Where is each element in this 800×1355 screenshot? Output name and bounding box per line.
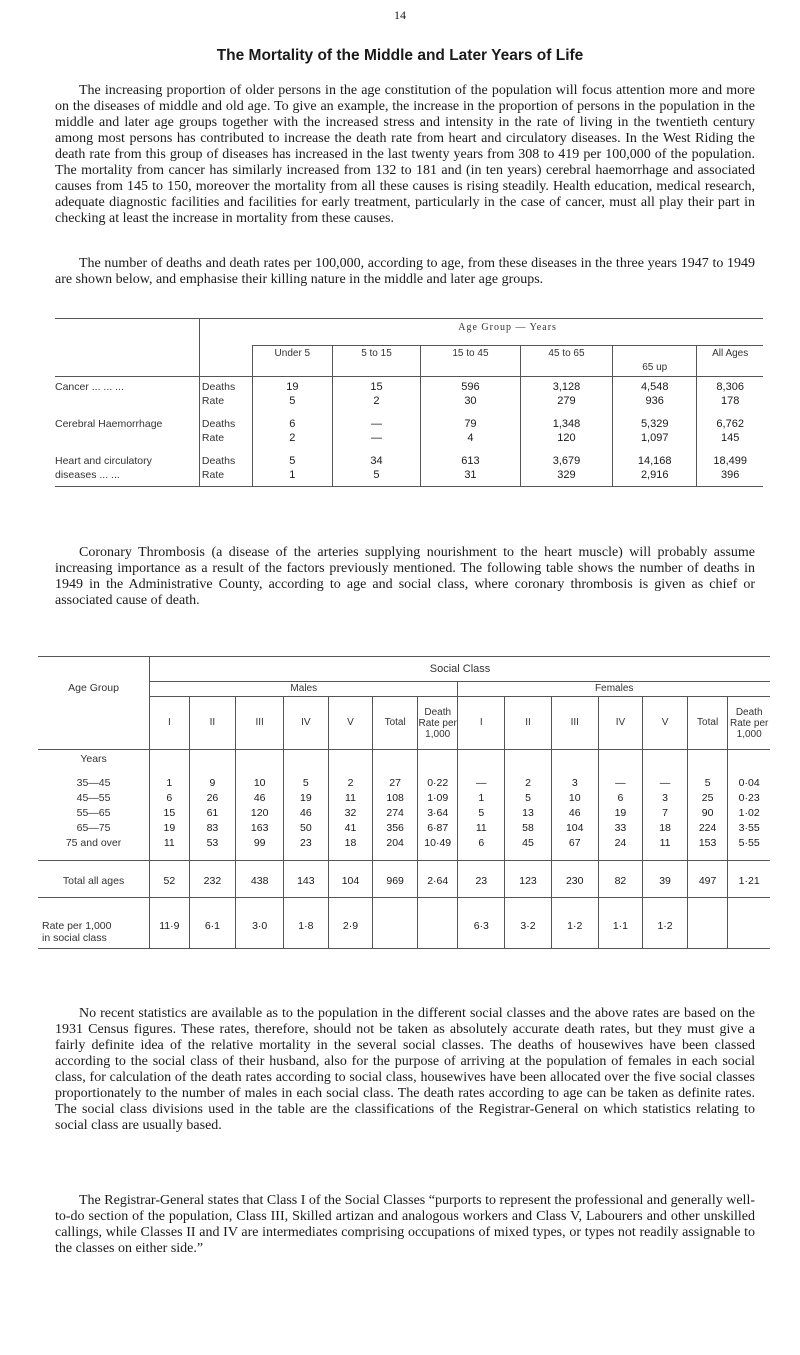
table1-cell: 18,499 <box>697 446 763 469</box>
table1-cell: 5 <box>252 395 332 409</box>
table2-row <box>38 769 770 792</box>
table2-cell: 33 <box>598 822 643 837</box>
table1-cell: 329 <box>520 469 612 487</box>
table2-cell: 9 <box>189 769 236 792</box>
paragraph-coronary: Coronary Thrombosis (a disease of the arteries supplying nourishment to the heart muscle) will probably assume increasing importance as a result of the factors previously mentioned. The following table shows the number of deaths in 1949 in the Administrative County, according to age and social class, where coronary thrombosis is given as chief or associated cause of death. <box>55 545 755 608</box>
table2-cell: 224 <box>687 822 727 837</box>
table2-cell: 153 <box>687 837 727 861</box>
table1-cell: 120 <box>520 432 612 446</box>
row-metric: Deaths <box>199 446 252 469</box>
table2-cell: 7 <box>643 807 688 822</box>
table2-cell <box>728 898 770 949</box>
rate-row <box>38 898 770 949</box>
table2-cell <box>417 898 457 949</box>
row-label <box>55 395 199 409</box>
col-65-up: 65 up <box>613 346 697 377</box>
table2-cell: 24 <box>598 837 643 861</box>
years-row <box>38 750 770 770</box>
table2-cell: 356 <box>373 822 418 837</box>
female-col-header: Death Rate per 1,000 <box>728 697 770 750</box>
table2-cell: 0·22 <box>417 769 457 792</box>
table2-cell <box>328 750 373 770</box>
table2-cell <box>284 750 329 770</box>
table2-cell <box>687 898 727 949</box>
total-row <box>38 861 770 898</box>
male-col-header: Death Rate per 1,000 <box>417 697 457 750</box>
table2-cell: 1·2 <box>643 898 688 949</box>
table2-cell: 5 <box>458 807 505 822</box>
table2-cell: 15 <box>150 807 189 822</box>
row-metric: Rate <box>199 469 252 487</box>
table2-cell: 18 <box>328 837 373 861</box>
table2-cell: 25 <box>687 792 727 807</box>
table2-cell: 5 <box>284 769 329 792</box>
col-15-to-45: 15 to 45 <box>420 346 520 377</box>
table2-cell: 230 <box>551 861 598 898</box>
table2-cell: 23 <box>284 837 329 861</box>
table2-cell: 5 <box>687 769 727 792</box>
table1-cell: 596 <box>420 377 520 396</box>
table2-cell: 1·8 <box>284 898 329 949</box>
table2-cell: 11 <box>328 792 373 807</box>
table2-cell: 90 <box>687 807 727 822</box>
table2-cell: 1·1 <box>598 898 643 949</box>
table2-cell: 53 <box>189 837 236 861</box>
table2-cell: 6·1 <box>189 898 236 949</box>
table1-cell: — <box>332 409 420 432</box>
female-col-header: Total <box>687 697 727 750</box>
female-col-header: IV <box>598 697 643 750</box>
table1-row <box>55 395 763 409</box>
rate-label: Rate per 1,000 <box>42 920 112 932</box>
table2-cell: 497 <box>687 861 727 898</box>
table2-cell: 19 <box>284 792 329 807</box>
table2-cell: 83 <box>189 822 236 837</box>
coronary-thrombosis-table <box>38 656 770 949</box>
age-group-mortality-table <box>55 318 763 487</box>
table2-cell: 58 <box>505 822 552 837</box>
table2-cell: 11·9 <box>150 898 189 949</box>
paragraph-registrar-general: The Registrar-General states that Class I of the Social Classes “purports to represent the professional and generally well-to-do section of the population, Class III, Skilled artizan and analogous workers and Class V, Labourers and other unskilled callings, while Classes II and IV are intermediates comprising occupations of mixed types, or types not readily assignable to the classes on either side.” <box>55 1193 755 1256</box>
table2-cell: 13 <box>505 807 552 822</box>
table2-row <box>38 792 770 807</box>
males-header: Males <box>150 682 458 697</box>
table2-cell: 3·55 <box>728 822 770 837</box>
table2-cell <box>505 750 552 770</box>
table2-cell <box>189 750 236 770</box>
female-col-header: III <box>551 697 598 750</box>
table2-cell: 108 <box>373 792 418 807</box>
table2-cell: 274 <box>373 807 418 822</box>
row-label: Cancer ... ... ... <box>55 381 124 393</box>
table1-cell: 5,329 <box>613 409 697 432</box>
male-col-header: I <box>150 697 189 750</box>
table2-cell <box>728 750 770 770</box>
table2-cell <box>373 898 418 949</box>
table2-cell: 99 <box>236 837 284 861</box>
table1-cell: 2 <box>332 395 420 409</box>
table2-cell: 32 <box>328 807 373 822</box>
paragraph-intro: The increasing proportion of older persons in the age constitution of the population will focus attention more and more on the diseases of middle and old age. To give an example, the increase in the proportion of persons in the population in the middle and later age groups together with the increased stress and intensity in the rate of living in the twentieth century among most persons has contributed to increase the death rate from heart and circulatory diseases. In the West Riding the death rate from this group of diseases has increased in the last twenty years from 308 to 419 per 100,000 of the population. The mortality from cancer has similarly increased from 132 to 181 and (in ten years) cerebral haemorrhage and associated causes from 145 to 150, moreover the mortality from all these causes is rising steadily. Health education, medical research, adequate diagnostic facilities and facilities for early treatment, particularly in the case of cancer, must all play their part in checking at least the increase in mortality from these causes. <box>55 83 755 226</box>
table2-cell: 11 <box>643 837 688 861</box>
table2-cell <box>687 750 727 770</box>
male-col-header: II <box>189 697 236 750</box>
table2-cell <box>643 750 688 770</box>
age-header: Age Group <box>68 681 119 694</box>
table2-cell <box>551 750 598 770</box>
table1-cell: 145 <box>697 432 763 446</box>
table2-cell: 6·87 <box>417 822 457 837</box>
col-5-to-15: 5 to 15 <box>332 346 420 377</box>
age-label: Total all ages <box>38 861 150 898</box>
table2-cell: 5·55 <box>728 837 770 861</box>
table1-cell: 79 <box>420 409 520 432</box>
table2-cell: 163 <box>236 822 284 837</box>
table2-cell: 19 <box>150 822 189 837</box>
page-number: 14 <box>394 8 406 22</box>
females-header: Females <box>458 682 770 697</box>
col-under-5: Under 5 <box>252 346 332 377</box>
table2-cell: 123 <box>505 861 552 898</box>
table2-cell <box>417 750 457 770</box>
table2-cell: 61 <box>189 807 236 822</box>
table2-cell: 52 <box>150 861 189 898</box>
age-label <box>38 898 150 949</box>
table2-cell: 969 <box>373 861 418 898</box>
table2-cell: 143 <box>284 861 329 898</box>
table2-cell <box>598 750 643 770</box>
table2-cell: 1·21 <box>728 861 770 898</box>
table1-cell: 31 <box>420 469 520 487</box>
table2-cell: 18 <box>643 822 688 837</box>
table2-cell: 82 <box>598 861 643 898</box>
table2-cell: 6 <box>598 792 643 807</box>
table1-cell: 6 <box>252 409 332 432</box>
table2-cell: 232 <box>189 861 236 898</box>
table2-row <box>38 807 770 822</box>
rate-label: in social class <box>42 932 107 944</box>
table1-row <box>55 446 763 469</box>
table2-cell: 45 <box>505 837 552 861</box>
female-col-header: II <box>505 697 552 750</box>
table2-cell: 26 <box>189 792 236 807</box>
table1-cell: 936 <box>613 395 697 409</box>
table2-cell <box>458 750 505 770</box>
table2-cell: 19 <box>598 807 643 822</box>
table1-cell: — <box>332 432 420 446</box>
table1-cell: 279 <box>520 395 612 409</box>
table2-cell: 0·04 <box>728 769 770 792</box>
table2-cell: 46 <box>551 807 598 822</box>
table2-cell: 23 <box>458 861 505 898</box>
table2-cell: 10·49 <box>417 837 457 861</box>
table2-cell: 2 <box>505 769 552 792</box>
table1-cell: 3,128 <box>520 377 612 396</box>
table2-cell: 204 <box>373 837 418 861</box>
table2-cell: 3·0 <box>236 898 284 949</box>
table2-cell: 10 <box>551 792 598 807</box>
table2-cell: 11 <box>458 822 505 837</box>
table2-cell: 1 <box>150 769 189 792</box>
table1-cell: 15 <box>332 377 420 396</box>
male-col-header: V <box>328 697 373 750</box>
age-label: 55—65 <box>76 807 111 819</box>
row-label: Cerebral Haemorrhage <box>55 418 163 430</box>
table1-cell: 3,679 <box>520 446 612 469</box>
male-col-header: Total <box>373 697 418 750</box>
table2-cell: 27 <box>373 769 418 792</box>
table1-cell: 30 <box>420 395 520 409</box>
row-metric: Rate <box>199 395 252 409</box>
age-label: Years <box>80 753 107 765</box>
table2-cell: 5 <box>505 792 552 807</box>
table2-cell: 3 <box>551 769 598 792</box>
table2-cell: 6·3 <box>458 898 505 949</box>
age-group-header: Age Group — Years <box>252 319 763 346</box>
table1-row <box>55 432 763 446</box>
table2-cell: 1·2 <box>551 898 598 949</box>
row-label: diseases ... ... <box>55 469 199 487</box>
female-col-header: I <box>458 697 505 750</box>
table1-cell: 5 <box>332 469 420 487</box>
table1-cell: 6,762 <box>697 409 763 432</box>
row-metric: Rate <box>199 432 252 446</box>
table2-cell: 1 <box>458 792 505 807</box>
table1-row <box>55 469 763 487</box>
social-class-header: Social Class <box>150 657 770 682</box>
table2-cell: 104 <box>551 822 598 837</box>
table2-cell: 10 <box>236 769 284 792</box>
female-col-header: V <box>643 697 688 750</box>
table1-cell: 8,306 <box>697 377 763 396</box>
row-metric: Deaths <box>199 409 252 432</box>
table2-cell <box>236 750 284 770</box>
age-label: 75 and over <box>38 837 150 861</box>
male-col-header: IV <box>284 697 329 750</box>
table2-cell: 50 <box>284 822 329 837</box>
paragraph-statistics-note: No recent statistics are available as to the population in the different social classes and the above rates are based on the 1931 Census figures. These rates, therefore, should not be taken as absolutely accurate death rates, but they must give a fairly definite idea of the relative mortality in the several social classes. The deaths of housewives have been classed according to the social class of their husband, also for the purpose of arriving at the population of females in each social class, for calculation of the death rates according to social class, housewives have been allocated over the five social classes proportionately to the number of males in each social class. The death rates according to age can be taken as definite rates. The social class divisions used in the table are the classifications of the Registrar-General on which statistics relating to social class are usually based. <box>55 1006 755 1133</box>
col-45-to-65: 45 to 65 <box>520 346 612 377</box>
table1-cell: 178 <box>697 395 763 409</box>
table2-cell: 41 <box>328 822 373 837</box>
table1-cell: 1 <box>252 469 332 487</box>
table2-cell: 120 <box>236 807 284 822</box>
table2-cell: 2·9 <box>328 898 373 949</box>
age-label: 35—45 <box>76 777 111 789</box>
table2-cell: 11 <box>150 837 189 861</box>
table2-cell: 6 <box>150 792 189 807</box>
table2-cell <box>150 750 189 770</box>
table2-cell: 46 <box>284 807 329 822</box>
table1-row <box>55 409 763 432</box>
col-all-ages: All Ages <box>697 346 763 377</box>
table1-cell: 5 <box>252 446 332 469</box>
table2-cell: 39 <box>643 861 688 898</box>
row-metric: Deaths <box>199 377 252 396</box>
table2-cell: 67 <box>551 837 598 861</box>
table1-cell: 2 <box>252 432 332 446</box>
table2-cell: 3·64 <box>417 807 457 822</box>
table1-cell: 2,916 <box>613 469 697 487</box>
table2-cell: 438 <box>236 861 284 898</box>
table2-cell: — <box>598 769 643 792</box>
table1-cell: 14,168 <box>613 446 697 469</box>
table2-cell: 3·2 <box>505 898 552 949</box>
table2-cell: 0·23 <box>728 792 770 807</box>
table2-row <box>38 822 770 837</box>
table2-cell: 6 <box>458 837 505 861</box>
table1-row <box>55 377 763 396</box>
table2-cell: — <box>458 769 505 792</box>
age-label: 45—55 <box>76 792 111 804</box>
table1-cell: 396 <box>697 469 763 487</box>
table2-cell: 104 <box>328 861 373 898</box>
table2-cell: 2·64 <box>417 861 457 898</box>
paragraph-table-intro: The number of deaths and death rates per 100,000, according to age, from these diseases in the three years 1947 to 1949 are shown below, and emphasise their killing nature in the middle and later age groups. <box>55 256 755 287</box>
page-title: The Mortality of the Middle and Later Years of Life <box>216 47 584 64</box>
table2-cell <box>373 750 418 770</box>
table2-cell: 46 <box>236 792 284 807</box>
table2-cell: 1·09 <box>417 792 457 807</box>
table2-cell: 1·02 <box>728 807 770 822</box>
table2-row <box>38 837 770 861</box>
row-label <box>55 432 199 446</box>
table1-cell: 4 <box>420 432 520 446</box>
table2-cell: — <box>643 769 688 792</box>
table1-cell: 1,348 <box>520 409 612 432</box>
age-label: 65—75 <box>76 822 111 834</box>
table1-cell: 19 <box>252 377 332 396</box>
table1-cell: 34 <box>332 446 420 469</box>
table1-cell: 4,548 <box>613 377 697 396</box>
table2-cell: 3 <box>643 792 688 807</box>
table1-cell: 1,097 <box>613 432 697 446</box>
male-col-header: III <box>236 697 284 750</box>
table1-cell: 613 <box>420 446 520 469</box>
row-label: Heart and circulatory <box>55 455 152 467</box>
table2-cell: 2 <box>328 769 373 792</box>
